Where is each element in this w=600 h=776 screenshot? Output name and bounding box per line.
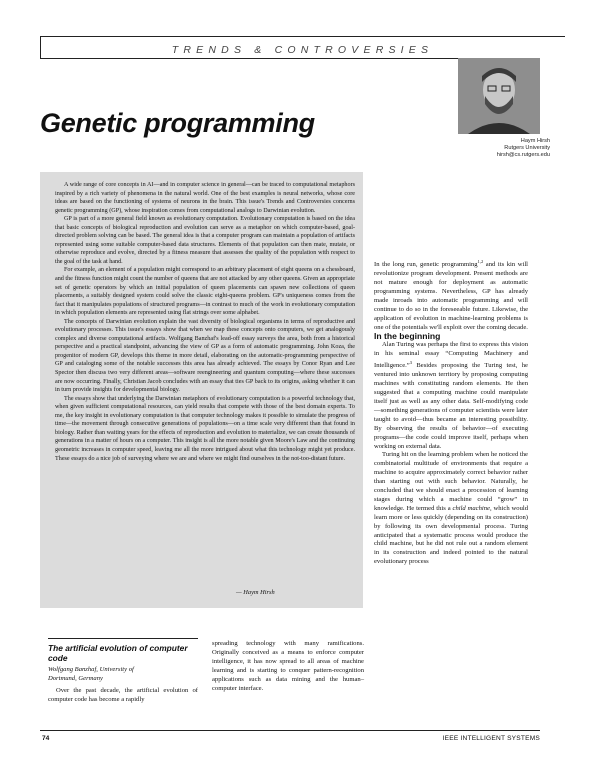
text-run: Alan Turing was perhaps the first to express this vision in his seminal essay “Computing Machinery and Intelligence.” [374,341,528,370]
body-paragraph [374,341,528,451]
banner-rule [40,58,458,59]
essay-author [48,666,198,683]
top-rule [40,36,565,37]
body-paragraph [374,258,528,332]
essay-author-line: Wolfgang Banzhaf, University of [48,666,134,673]
intro-text [55,181,355,463]
body-paragraph [374,451,528,567]
emphasis: child machine [452,504,490,512]
author-name: Haym Hirsh [520,138,550,144]
sidebar-top-rule [48,638,198,639]
right-column [374,258,528,567]
journal-name: IEEE INTELLIGENT SYSTEMS [442,735,540,742]
section-banner: TRENDS & CONTROVERSIES [171,44,434,56]
text-run: and its kin will revolutionize program development. Present methods are not mature enough for deployment as automatic programming systems. Nevertheless, GP has already made inroads into automatic programming and will continue to do so in the foreseeable future. Likewise, the application of evolution in machine-learning problems is one of the potentials we'll exploit over the coming decade. [374,261,528,331]
footer-rule [40,730,540,731]
text-run: Besides proposing the Turing test, he ventured into unknown territory by proposing computing machines with constituting random elements. He then suggested that a computing machine could manipulate itself just as well as any other data. Self-modifying code—something generations of computer scientists were later taught to avoid—thus became an interesting possibility. By observing the results of behavior—of executing programs—the code could improve itself, perhaps when working on external data. [374,362,528,450]
intro-paragraph: The concepts of Darwinian evolution explain the vast diversity of biological organisms in terms of reproductive and evolutionary processes. This issue's essays show that when we map these concepts onto computers, we get analogously complex and diverse computational artifacts. Wolfgang Banzhaf's lead-off essay surveys the area, both from a historical perspective and a practical standpoint, advancing the view of GP as a form of automatic programming. John Koza, the progenitor of modern GP, develops this theme in more detail, elaborating on the automatic-programming perspective of GP and cataloging some of the notable successes this area has already achieved. The essays by Conor Ryan and Lee Spector then discuss two very different areas—software reengineering and quantum computing—where these successes are now occurring. Finally, Christian Jacob concludes with an essay that ties GP back to its origins, asking whether it can in turn provide insights for developmental biology. [55,318,355,394]
author-affiliation: Rutgers University [504,145,550,151]
author-photo [458,58,540,134]
intro-signature: — Haym Hirsh [236,589,275,596]
essay-body: Over the past decade, the artificial evolution of computer code has become a rapidly [48,687,198,703]
essay-title: The artificial evolution of computer code [48,643,188,663]
middle-column: spreading technology with many ramifications. Originally conceived as a means to enforce computer intelligence, it has now spread to all areas of machine learning and is starting to conquer pattern-recognition applications such as data mining and the human–computer interface. [212,640,364,692]
section-heading: In the beginning [374,331,441,342]
intro-paragraph: GP is part of a more general field known as evolutionary computation. Evolutionary computation is based on the idea that basic concepts of biological reproduction and evolution can serve as a metaphor on which computer-based, goal-directed problem solving can be based. The general idea is that a computer program can maintain a population of artifacts represented using some suitable computer-based data structures. Elements of that population can then mate, mutate, or otherwise reproduce and evolve, directed by a fitness measure that assesses the quality of the population with respect to the goal of the task at hand. [55,216,355,265]
reference-sup: 1,2 [477,259,484,264]
essay-author-line: Dortmund, Germany [48,674,103,682]
intro-paragraph: A wide range of core concepts in AI—and in computer science in general—can be traced to computational metaphors inspired by a rich variety of phenomena in the natural world. One of the best examples is neural networks, whose core ideas are based on the functioning of systems of neurons in the brain. This issue's Trends and Controversies concerns genetic programming (GP), whose inspiration comes from computational analogs to Darwinian evolution. [55,182,355,214]
author-email: hirsh@cs.rutgers.edu [496,152,550,158]
intro-paragraph: The essays show that underlying the Darwinian metaphors of evolutionary computation is a powerful technology that, when given sufficient computational resources, can yield results that compete with those of the best domain experts. To me, the key insight in evolutionary computation is that computer technology makes it possible to simulate the progress of time—the movement through consecutive generations of populations—on a time scale very different than that found in biology. Rather than waiting years for the effects of reproduction and evolution to materialize, we can create thousands of generations in a matter of hours on a computer. This insight is all the more notable given Moore's Law and the continuing geometric increases in computer speed, leaving me all the more intrigued about what this technology might yet produce. These essays do a nice job of surveying where we are and where we might find ourselves in the not-too-distant future. [55,395,355,462]
article-title: Genetic programming [40,108,315,138]
text-run: , which would learn more or less quickly (depending on its construction) by following its own developmental process. Turing anticipated that a systematic process would produce the child machine, but he did not rule out a random element in its construction and indeed pointed to the natural evolutionary process [374,504,528,566]
text-run: Turing hit on the learning problem when he noticed the combinatorial multitude of environments that require a machine to acquire approximately correct behavior rather than starting out with such behavior. Naturally, he concluded that we should enact a procession of learning stages during which a machine could “grow” in knowledge. He termed this a [374,451,528,512]
intro-paragraph: For example, an element of a population might correspond to an arbitrary placement of eight queens on a chessboard, and the fitness function might count the number of queens that are not attacked by any other queens. Given an appropriate set of genetic operators by which an initial population of queen placements can spawn new collections of queen placements, a suitably designed system could solve the classic eight-queens problem. GP's uniqueness comes from the fact that it manipulates populations of structured programs—in contrast to much of the work in evolutionary computation in which population elements are represented using flat strings over some alphabet. [55,267,355,317]
reference-sup: 3 [409,360,412,366]
text-run: In the long run, genetic programming [374,261,478,269]
page-number: 74 [42,735,50,742]
